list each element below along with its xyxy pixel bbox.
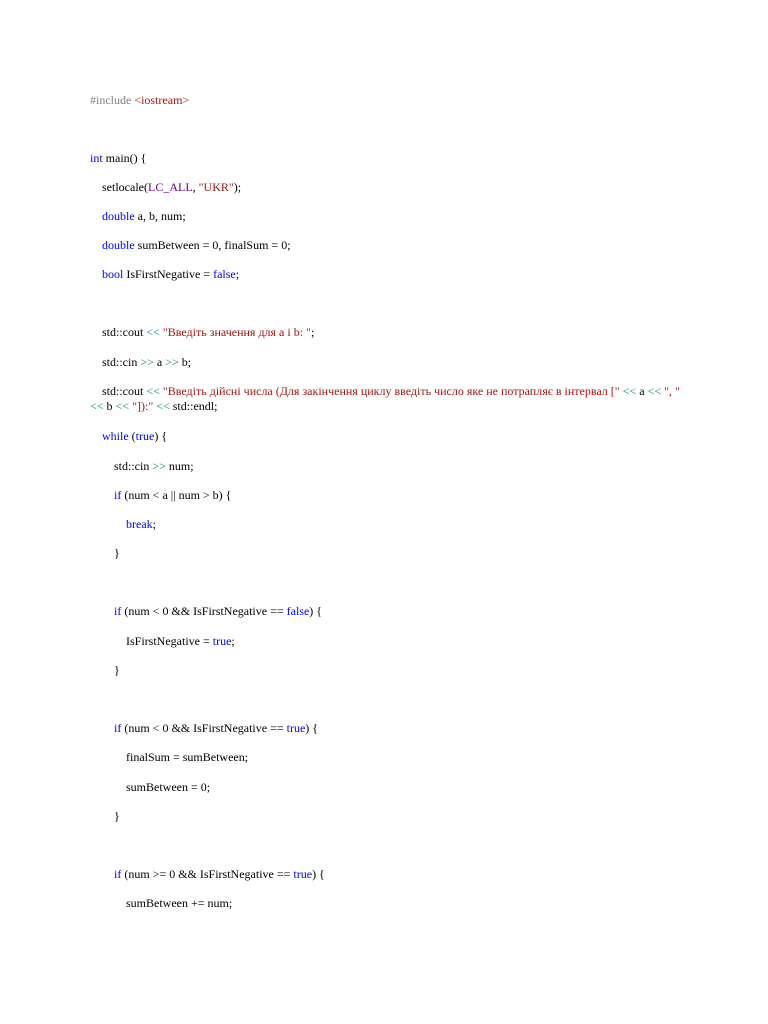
code-token: b; [178,355,192,369]
code-token: << [647,384,662,398]
code-line [126,780,726,795]
code-token: ) { [309,604,323,618]
code-token: << [156,399,170,413]
code-line [114,867,714,882]
code-token: sumBetween += num; [126,896,233,910]
code-line [90,93,690,108]
code-token: if [114,488,122,502]
code-token: (num < a || num > b) { [121,488,232,502]
code-token: ) { [312,867,325,881]
code-line [102,180,702,195]
code-token: false [286,604,310,618]
code-token: ; [310,325,315,339]
code-line [126,750,726,765]
code-line [126,517,726,532]
code-token: << [115,399,130,413]
code-token: ; [231,634,235,648]
code-token: a [153,355,166,369]
code-token: (num < 0 && IsFirstNegative == [121,721,287,735]
code-token: true [293,867,313,881]
code-line [114,663,714,678]
code-token: <iostream> [134,93,190,107]
code-token: std::cin [114,459,153,473]
code-token: ) { [305,721,319,735]
code-token: std::cout [102,384,147,398]
code-line [114,809,714,824]
code-token: "Введіть значення для a і b: " [162,325,311,339]
code-token: b [103,399,116,413]
code-token: sumBetween = 0, finalSum = 0; [134,238,291,252]
code-token: << [146,325,160,339]
code-token: >> [165,355,179,369]
code-token: } [114,546,120,560]
code-token: ( [128,429,136,443]
code-line [114,604,714,619]
code-token: bool [102,267,124,281]
code-line [114,488,714,503]
code-token: true [286,721,306,735]
code-token: } [114,663,120,677]
code-line [102,355,702,370]
code-token: (num < 0 && IsFirstNegative == [121,604,287,618]
code-line [114,546,714,561]
code-token: "Введіть дійсні числа (Для закінчення циклу введіть число яке не потрапляє в інтервал [" [162,384,620,398]
code-token: ); [233,180,242,194]
code-token: ; [235,267,240,281]
code-token: while [102,429,129,443]
code-token [680,384,683,398]
code-token: IsFirstNegative = [126,634,213,648]
code-token: #include [90,93,135,107]
code-token: std::cout [102,325,147,339]
code-token: double [102,238,135,252]
code-token: main() { [102,151,147,165]
code-token: ; [152,517,156,531]
code-line [90,384,680,414]
code-line [102,267,702,282]
code-token: if [114,867,122,881]
code-token: a, b, num; [134,209,186,223]
code-token: std::endl; [169,399,218,413]
code-token: << [622,384,637,398]
code-token: "UKR" [198,180,234,194]
code-token: "]):" [132,399,154,413]
code-line [102,238,702,253]
code-line [102,429,702,444]
code-token: setlocale( [102,180,148,194]
code-token: >> [152,459,166,473]
code-token: a [636,384,648,398]
code-line [102,325,702,340]
code-token: true [212,634,232,648]
code-token: int [90,151,103,165]
code-line [114,459,714,474]
code-token: false [213,267,236,281]
code-token: break [126,517,153,531]
code-token: , [192,180,199,194]
code-token: ", " [664,384,680,398]
code-line [126,896,726,911]
code-token: double [102,209,135,223]
code-token: << [90,399,104,413]
code-token: std::cin [102,355,141,369]
code-token: sumBetween = 0; [126,780,211,794]
code-token: << [146,384,160,398]
code-line [90,151,690,166]
code-line [114,721,714,736]
code-token: ) { [154,429,168,443]
code-token: LC_ALL [147,180,193,194]
code-token: if [114,604,122,618]
code-token: finalSum = sumBetween; [126,750,249,764]
code-token: >> [140,355,154,369]
code-token: IsFirstNegative = [123,267,214,281]
code-token: (num >= 0 && IsFirstNegative == [121,867,294,881]
code-token: true [135,429,155,443]
code-token: num; [165,459,194,473]
code-token: if [114,721,122,735]
code-token: } [114,809,120,823]
code-line [126,634,726,649]
code-line [102,209,702,224]
